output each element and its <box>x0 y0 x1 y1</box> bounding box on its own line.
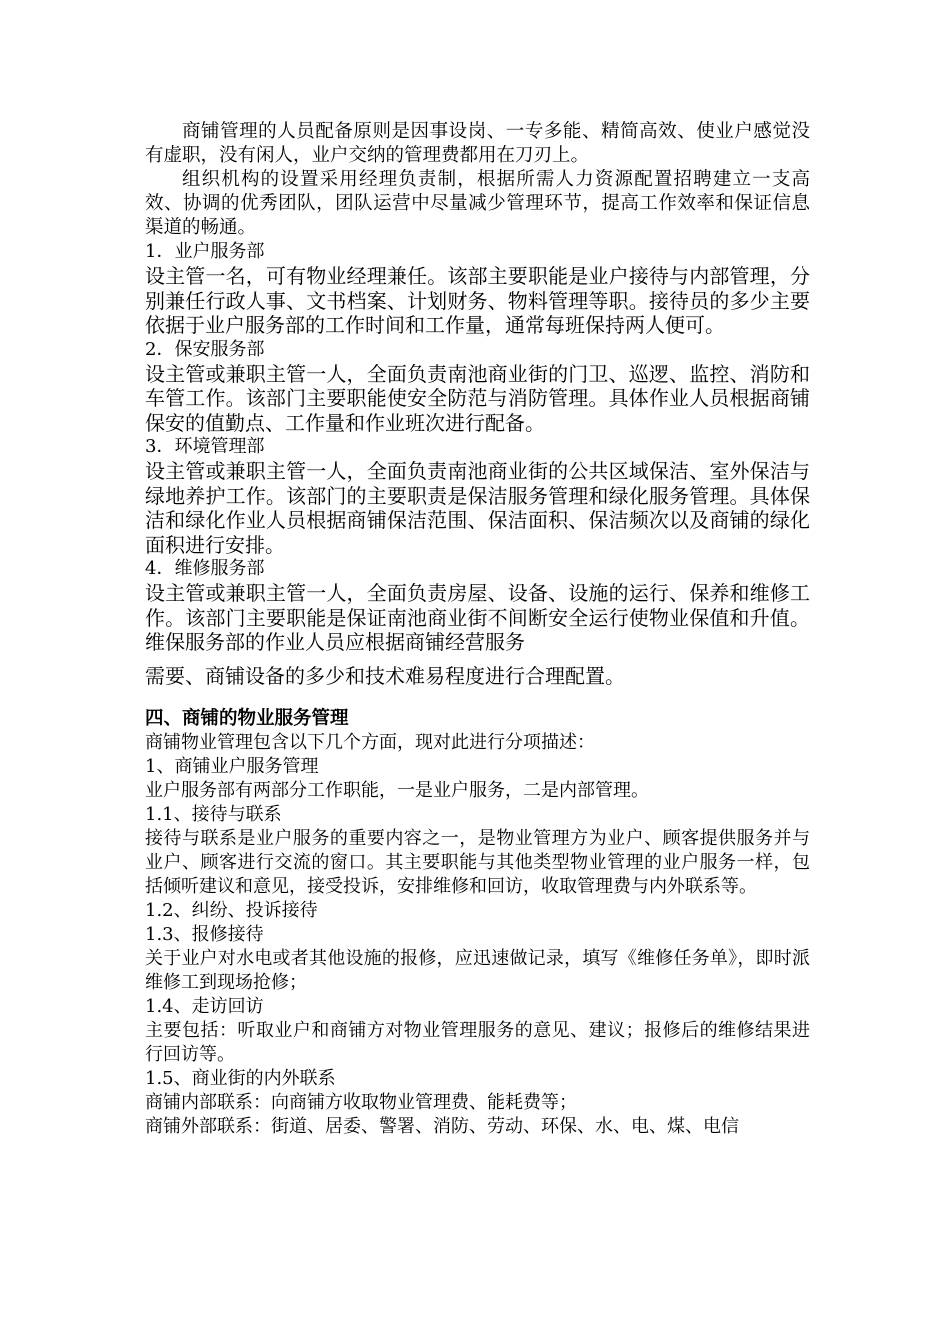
section-paragraph-repair: 关于业户对水电或者其他设施的报修，应迅速做记录，填写《维修任务单》，即时派维修工到现场抢修； <box>145 947 810 993</box>
section-line-internal-contact: 商铺内部联系：向商铺方收取物业管理费、能耗费等； <box>145 1091 577 1113</box>
section-paragraph-reception: 接待与联系是业户服务的重要内容之一，是物业管理方为业户、顾客提供服务并与业户、顾客进行交流的窗口。其主要职能与其他类型物业管理的业户服务一样，包括倾听建议和意见，接受投诉，安排维修和回访，收取管理费与内外联系等。 <box>145 827 810 897</box>
section-paragraph-visit: 主要包括：听取业户和商铺方对物业管理服务的意见、建议；报修后的维修结果进行回访等。 <box>145 1019 810 1065</box>
section-line-3: 业户服务部有两部分工作职能，一是业户服务，二是内部管理。 <box>145 779 649 801</box>
department-text-3: 设主管或兼职主管一人，全面负责南池商业街的公共区域保洁、室外保洁与绿地养护工作。该部门的主要职责是保洁服务管理和绿化服务管理。具体保洁和绿化作业人员根据商铺保洁范围、保洁面积、保洁频次以及商铺的绿化面积进行安排。 <box>145 459 810 557</box>
document-page <box>145 120 810 1139</box>
department-heading-1: 1．业户服务部 <box>145 241 265 262</box>
intro-paragraph-2: 组织机构的设置采用经理负责制，根据所需人力资源配置招聘建立一支高效、协调的优秀团队，团队运营中尽量减少管理环节，提高工作效率和保证信息渠道的畅通。 <box>145 169 810 238</box>
department-text-1: 设主管一名，可有物业经理兼任。该部主要职能是业户接待与内部管理，分别兼任行政人事、文书档案、计划财务、物料管理等职。接待员的多少主要依据于业户服务部的工作时间和工作量，通常每班保持两人便可。 <box>145 264 810 337</box>
subsection-heading-1-5: 1.5、商业街的内外联系 <box>145 1067 336 1089</box>
intro-paragraph-1: 商铺管理的人员配备原则是因事设岗、一专多能、精简高效、使业户感觉没有虚职，没有闲人，业户交纳的管理费都用在刀刃上。 <box>145 121 810 166</box>
subsection-heading-1-3: 1.3、报修接待 <box>145 923 264 945</box>
department-heading-3: 3．环境管理部 <box>145 436 265 457</box>
subsection-heading-1-1: 1.1、接待与联系 <box>145 803 282 825</box>
subsection-heading-1-4: 1.4、走访回访 <box>145 995 264 1017</box>
department-heading-2: 2．保安服务部 <box>145 338 265 360</box>
subsection-heading-1: 1、商铺业户服务管理 <box>145 755 319 777</box>
department-heading-4: 4．维修服务部 <box>145 558 265 579</box>
section-title: 四、商铺的物业服务管理 <box>145 707 349 729</box>
section-line-intro: 商铺物业管理包含以下几个方面，现对此进行分项描述： <box>145 731 595 753</box>
department-text-2: 设主管或兼职主管一人，全面负责南池商业街的门卫、巡逻、监控、消防和车管工作。该部门主要职能使安全防范与消防管理。具体作业人员根据商铺保安的值勤点、工作量和作业班次进行配备。 <box>145 361 810 435</box>
department-text-4-tail: 需要、商铺设备的多少和技术难易程度进行合理配置。 <box>145 663 625 688</box>
department-text-4: 设主管或兼职主管一人，全面负责房屋、设备、设施的运行、保养和维修工作。该部门主要职能是保证南池商业街不间断安全运行使物业保值和升值。维保服务部的作业人员应根据商铺经营服务 <box>145 581 810 654</box>
subsection-heading-1-2: 1.2、纠纷、投诉接待 <box>145 899 318 921</box>
section-line-external-contact: 商铺外部联系：街道、居委、警署、消防、劳动、环保、水、电、煤、电信 <box>145 1115 739 1137</box>
